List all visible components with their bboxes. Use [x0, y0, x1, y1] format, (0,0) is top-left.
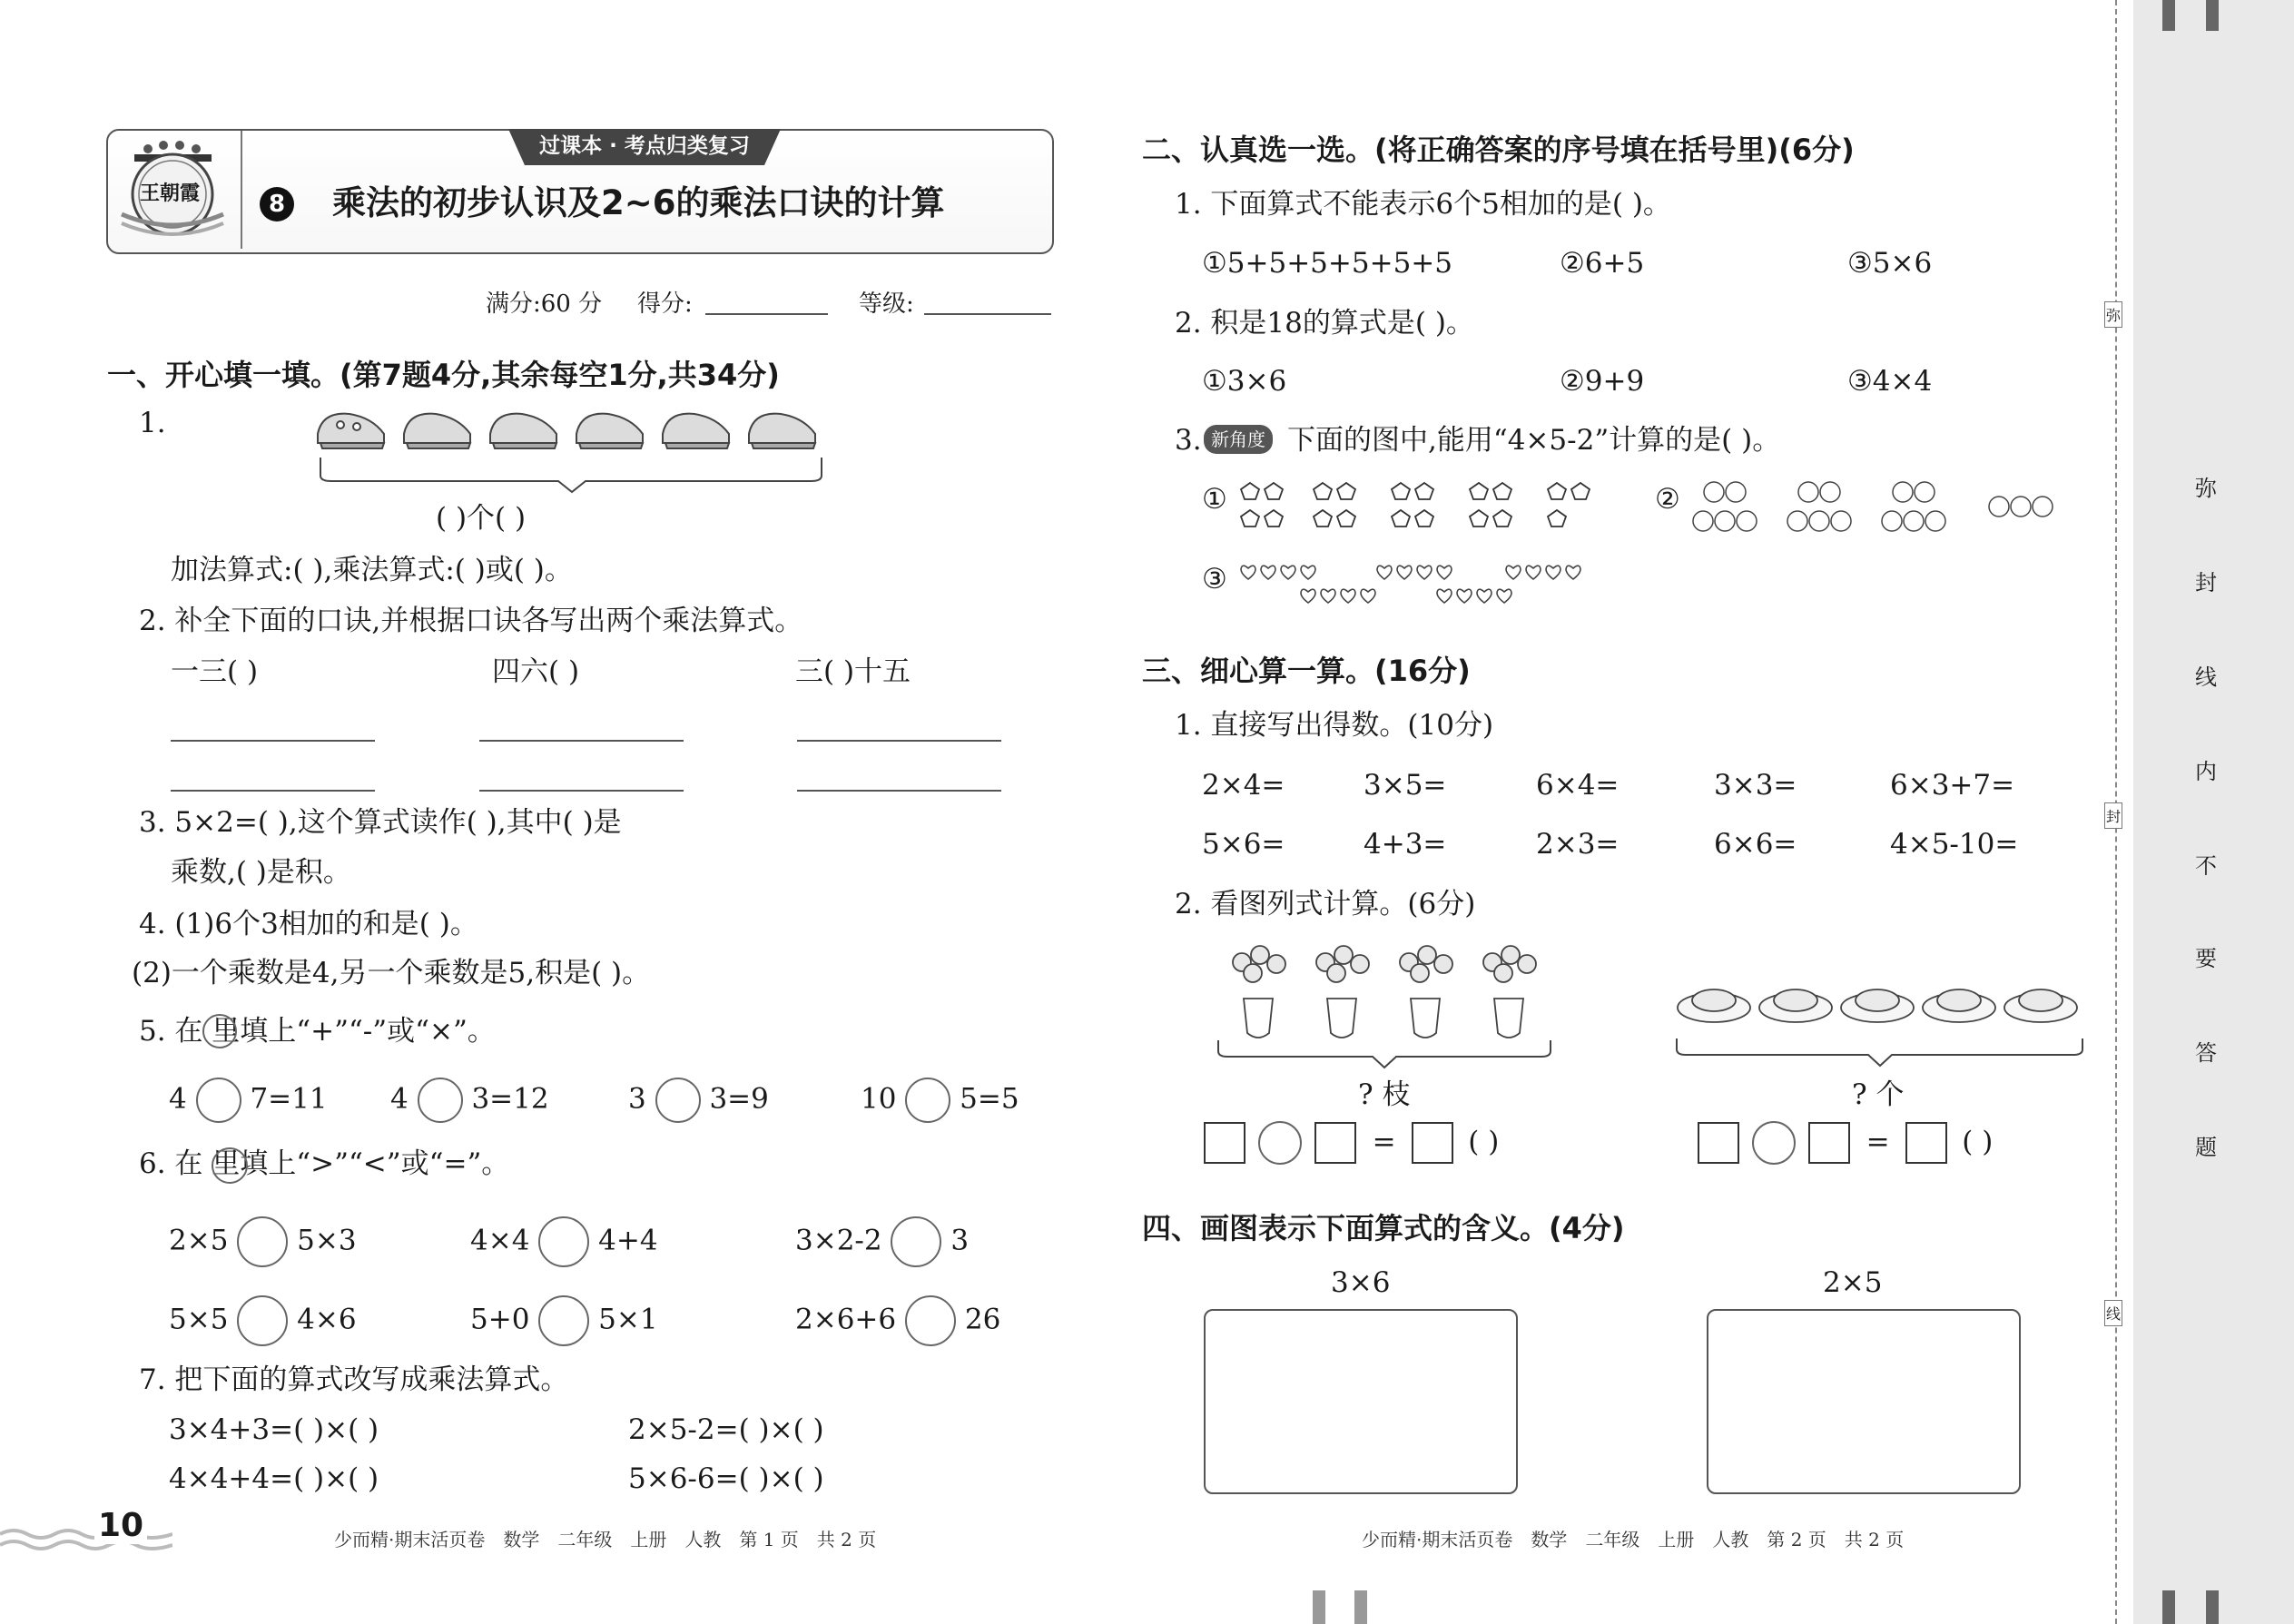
- heart-groups: [1239, 561, 1611, 612]
- choice1-option: ②6+5: [1560, 247, 1645, 280]
- calc-item: 5×6=: [1202, 828, 1285, 861]
- section4-title: 四、画图表示下面算式的含义。(4分): [1142, 1211, 1625, 1245]
- compare-circle[interactable]: [538, 1295, 589, 1346]
- option3-label: ③: [1202, 563, 1227, 595]
- q6-item: 2×5 5×3: [169, 1216, 357, 1267]
- q6-item: 5+0 5×1: [470, 1295, 658, 1346]
- q2-answer-line[interactable]: [171, 740, 375, 742]
- section1-title: 一、开心填一填。(第7题4分,其余每空1分,共34分): [107, 358, 780, 392]
- drawing-box-2[interactable]: [1707, 1309, 2021, 1494]
- q2-answer-line[interactable]: [797, 740, 1001, 742]
- calc-item: 6×6=: [1714, 828, 1797, 861]
- operator-circle[interactable]: [196, 1078, 241, 1123]
- choice2-option: ①3×6: [1202, 365, 1287, 398]
- drawing-box-1[interactable]: [1204, 1309, 1518, 1494]
- q7-item: 3×4+3=( )×( ): [169, 1413, 379, 1446]
- operator-circle[interactable]: [418, 1078, 463, 1123]
- q3-line2: 乘数,( )是积。: [171, 856, 351, 889]
- seal-mark: 封: [2104, 802, 2122, 829]
- q6-text: 6. 在 里填上“>”“<”或“=”。: [139, 1147, 510, 1180]
- calc-item: 2×3=: [1536, 828, 1620, 861]
- score-full: 满分:60 分: [486, 290, 603, 318]
- choice1-option: ③5×6: [1847, 247, 1933, 280]
- draw-expression-2: 2×5: [1823, 1266, 1883, 1299]
- logo-text: 王朝霞: [140, 182, 201, 205]
- option2-label: ②: [1655, 483, 1680, 516]
- choice2-option: ②9+9: [1560, 365, 1645, 398]
- calc-item: 3×5=: [1364, 769, 1447, 802]
- shoes-illustration: [313, 398, 831, 496]
- q2-rhyme-b: 四六( ): [492, 655, 580, 688]
- no-answer-char: 要: [2195, 946, 2217, 971]
- seal-mark: 线: [2104, 1300, 2122, 1326]
- operator-circle[interactable]: [1258, 1121, 1302, 1165]
- operator-circle[interactable]: [1752, 1121, 1796, 1165]
- q5-circle-sample: [202, 1014, 237, 1048]
- draw-expression-1: 3×6: [1331, 1266, 1391, 1299]
- calc-item: 3×3=: [1714, 769, 1797, 802]
- plate-question: ? 个: [1852, 1078, 1905, 1111]
- choice1-option: ①5+5+5+5+5+5: [1202, 247, 1453, 280]
- q2-answer-line[interactable]: [171, 790, 375, 792]
- choice3-text: 下面的图中,能用“4×5-2”计算的是( )。: [1287, 424, 1781, 457]
- option1-label: ①: [1202, 483, 1227, 516]
- no-answer-char: 内: [2195, 759, 2217, 784]
- q2-answer-line[interactable]: [479, 790, 684, 792]
- q5-item: 4 7=11: [169, 1078, 328, 1123]
- no-answer-char: 弥: [2195, 476, 2217, 501]
- q6-circle-sample: [212, 1147, 248, 1184]
- top-binding-mark: [2162, 0, 2175, 31]
- q2-rhyme-a: 一三( ): [171, 655, 259, 688]
- calc-item: 6×3+7=: [1890, 769, 2015, 802]
- q7-item: 4×4+4=( )×( ): [169, 1462, 379, 1495]
- vase-question: ? 枝: [1358, 1078, 1411, 1111]
- q3-line1: 3. 5×2=( ),这个算式读作( ),其中( )是: [139, 806, 622, 839]
- bottom-binding-mark: [2162, 1590, 2175, 1624]
- q7-item: 5×6-6=( )×( ): [628, 1462, 824, 1495]
- left-footer: 少而精·期末活页卷 数学 二年级 上册 人教 第 1 页 共 2 页: [334, 1529, 877, 1550]
- no-answer-char: 不: [2195, 853, 2217, 879]
- q4-part1: 4. (1)6个3相加的和是( )。: [139, 908, 478, 940]
- q5-item: 4 3=12: [390, 1078, 549, 1123]
- compare-circle[interactable]: [237, 1295, 288, 1346]
- choice2-option: ③4×4: [1847, 365, 1933, 398]
- compare-circle[interactable]: [905, 1295, 956, 1346]
- smiley-groups: [1690, 479, 2081, 543]
- answer-square[interactable]: [1412, 1122, 1453, 1164]
- plates-illustration: [1674, 971, 2087, 1071]
- compare-circle[interactable]: [538, 1216, 589, 1267]
- choice3-number: 3.: [1175, 424, 1202, 457]
- q6-item: 3×2-2 3: [795, 1216, 969, 1267]
- q2-rhyme-c: 三( )十五: [795, 655, 911, 688]
- header-divider: [241, 131, 242, 249]
- calc-item: 2×4=: [1202, 769, 1285, 802]
- answer-square[interactable]: [1314, 1122, 1356, 1164]
- picture-calc-subtitle: 2. 看图列式计算。(6分): [1175, 888, 1476, 920]
- q2-answer-line[interactable]: [797, 790, 1001, 792]
- calc-item: 4+3=: [1364, 828, 1447, 861]
- score-field[interactable]: [705, 313, 828, 315]
- answer-square[interactable]: [1905, 1122, 1947, 1164]
- q7-item: 2×5-2=( )×( ): [628, 1413, 824, 1446]
- header-banner-text: 过课本 · 考点归类复习: [539, 134, 750, 158]
- q2-text: 2. 补全下面的口诀,并根据口诀各写出两个乘法算式。: [139, 605, 803, 637]
- compare-circle[interactable]: [237, 1216, 288, 1267]
- compare-circle[interactable]: [891, 1216, 941, 1267]
- q5-item: 10 5=5: [861, 1078, 1019, 1123]
- score-label: 得分:: [637, 290, 693, 318]
- choice2-text: 2. 积是18的算式是( )。: [1175, 307, 1474, 340]
- section2-title: 二、认真选一选。(将正确答案的序号填在括号里)(6分): [1142, 133, 1855, 167]
- flower-vases-illustration: [1216, 942, 1552, 1071]
- lesson-number-badge: [260, 187, 294, 221]
- calc-subtitle: 1. 直接写出得数。(10分): [1175, 709, 1494, 742]
- q7-text: 7. 把下面的算式改写成乘法算式。: [139, 1363, 569, 1396]
- pentagon-groups: [1239, 479, 1611, 543]
- calc-item: 6×4=: [1536, 769, 1620, 802]
- q5-text: 5. 在 里填上“+”“-”或“×”。: [139, 1015, 496, 1048]
- answer-square[interactable]: [1808, 1122, 1850, 1164]
- q1-count: ( )个( ): [436, 502, 527, 535]
- lesson-number: 8: [268, 191, 286, 218]
- q6-item: 4×4 4+4: [470, 1216, 658, 1267]
- q6-item: 5×5 4×6: [169, 1295, 357, 1346]
- lesson-title: 乘法的初步认识及2~6的乘法口诀的计算: [332, 183, 945, 222]
- logo: [116, 134, 230, 245]
- no-answer-char: 答: [2195, 1040, 2217, 1066]
- no-answer-char: 题: [2195, 1135, 2217, 1160]
- grade-label: 等级:: [859, 290, 914, 318]
- no-answer-char: 线: [2195, 664, 2217, 690]
- equation-frame-1: = ( ): [1204, 1121, 1499, 1165]
- choice1-text: 1. 下面算式不能表示6个5相加的是( )。: [1175, 188, 1671, 221]
- seal-mark: 弥: [2104, 301, 2122, 328]
- answer-square[interactable]: [1204, 1122, 1245, 1164]
- grade-field[interactable]: [924, 313, 1051, 315]
- right-footer: 少而精·期末活页卷 数学 二年级 上册 人教 第 2 页 共 2 页: [1362, 1529, 1905, 1550]
- q1-number: 1.: [139, 407, 166, 439]
- section3-title: 三、细心算一算。(16分): [1142, 654, 1471, 688]
- top-binding-mark: [2206, 0, 2219, 31]
- binding-mark: [1354, 1590, 1367, 1624]
- q4-part2: (2)一个乘数是4,另一个乘数是5,积是( )。: [132, 957, 651, 989]
- binding-mark: [1313, 1590, 1325, 1624]
- calc-item: 4×5-10=: [1890, 828, 2019, 861]
- q6-item: 2×6+6 26: [795, 1295, 1000, 1346]
- page-number: 10: [94, 1507, 147, 1544]
- operator-circle[interactable]: [905, 1078, 950, 1123]
- bottom-binding-mark: [2206, 1590, 2219, 1624]
- operator-circle[interactable]: [655, 1078, 701, 1123]
- side-strip: [2133, 0, 2294, 1624]
- equation-frame-2: = ( ): [1698, 1121, 1993, 1165]
- q5-item: 3 3=9: [628, 1078, 769, 1123]
- no-answer-char: 封: [2195, 570, 2217, 595]
- q1-formula: 加法算式:( ),乘法算式:( )或( )。: [171, 554, 573, 586]
- answer-square[interactable]: [1698, 1122, 1739, 1164]
- q2-answer-line[interactable]: [479, 740, 684, 742]
- new-angle-tag: 新角度: [1204, 425, 1273, 454]
